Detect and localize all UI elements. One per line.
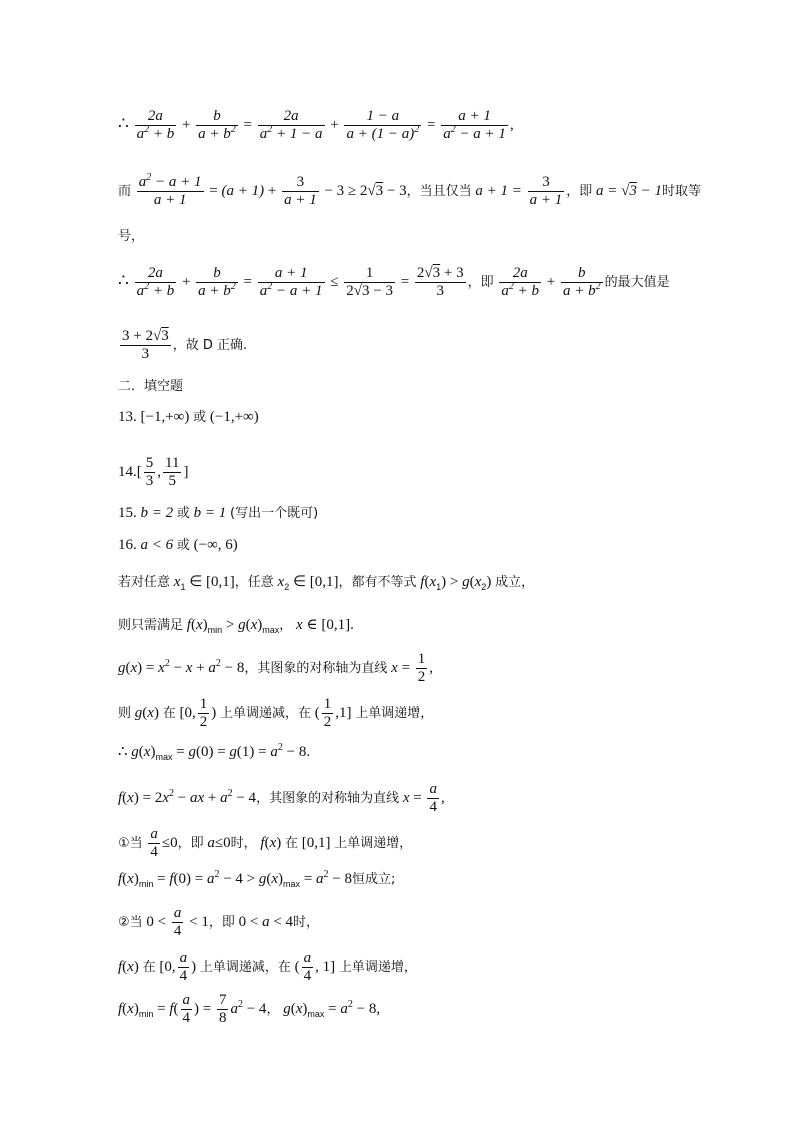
section-heading: 二．填空题 [118, 379, 184, 394]
equation-line-2: 而 $\frac{a^2 - a + 1}{a + 1}$ = (a + 1) + $\frac{3}{a + 1}$ − 3 ≥ 2√3 − 3，当且仅当 a + 1 = $\frac{3}{a + 1}$ ，即 a = √3 − 1时取等 [118, 172, 702, 209]
equation-line-1: ∴ $\frac{2a}{a^2 + b}$ + $\frac{b}{a + b^2}$ = $\frac{2a}{a^2 + 1 - a}$ + $\frac{1 - a}{a + (1 - a)^2}$ = $\frac{a + 1}{a^2 - a + 1}$ , [118, 108, 514, 143]
solution-line-8: $f(x)_{min} = f(0) = a^2 - 4 > g(x)_{max} = a^2 - 8$恒成立; [118, 869, 396, 889]
solution-line-4: 则 g(x) 在 [0, $\frac{1}{2}$ ) 上单调递减，在 ( $\frac{1}{2}$ ,1] 上单调递增， [118, 696, 434, 731]
solution-line-9: ②当 0 < $\frac{a}{4}$ < 1，即 0 < a < 4时， [118, 905, 320, 940]
solution-line-7: ①当 $\frac{a}{4}$ ≤0，即 a≤0时， f(x) 在 [0,1] 上单调递增， [118, 826, 413, 861]
solution-line-6: $f(x) = 2x^2$ − ax + $a^2 - 4$，其图象的对称轴为直线 x = $\frac{a}{4}$ , [118, 781, 445, 816]
answer-14: 14.[ $\frac{5}{3}$ , $\frac{11}{5}$ ] [118, 455, 189, 490]
solution-line-3: $g(x) = x^2 - x + a^2 - 8$，其图象的对称轴为直线 x = $\frac{1}{2}$ , [118, 651, 434, 686]
answer-15: 15. b = 2 或 b = 1 (写出一个既可) [118, 505, 319, 521]
text-line-3: 号， [118, 229, 145, 244]
solution-line-11: $f(x)_{min} = f$( $\frac{a}{4}$ ) = $\frac{7}{8}$ $a^2 - 4$， $g(x)_{max} = a^2 - 8$, [118, 992, 381, 1027]
answer-16: 16. a < 6 或 (−∞, 6) [118, 537, 238, 553]
answer-13: 13. [−1,+∞) 或 (−1,+∞) [118, 409, 259, 425]
solution-line-2: 则只需满足 $f(x)_{min} > g(x)_{max}$， x ∈ [0,1]. [118, 617, 354, 635]
equation-line-4: ∴ $\frac{2a}{a^2 + b}$ + $\frac{b}{a + b^2}$ = $\frac{a + 1}{a^2 - a + 1}$ ≤ $\frac{1}{2√3 - 3}$ = $\frac{2√3 + 3}{3}$ ，即 $\frac{2a}{a^2 + b}$ + $\frac{b}{a + b^2}$ 的最大值是 [118, 265, 670, 300]
equation-line-5: $\frac{3 + 2√3}{3}$ ，故 D 正确. [122, 328, 248, 363]
solution-line-5: ∴ $g(x)_{max} = g(0) = g(1) = a^2 - 8$. [118, 742, 311, 762]
solution-line-10: f(x) 在 [0, $\frac{a}{4}$ ) 上单调递减，在 ( $\frac{a}{4}$ , 1] 上单调递增， [118, 950, 417, 985]
therefore-symbol: ∴ [118, 114, 129, 134]
solution-line-1: 若对任意 $x_1$ ∈ [0,1]，任意 $x_2$ ∈ [0,1]，都有不等式 $f(x_1) > g(x_2)$ 成立， [118, 574, 535, 592]
